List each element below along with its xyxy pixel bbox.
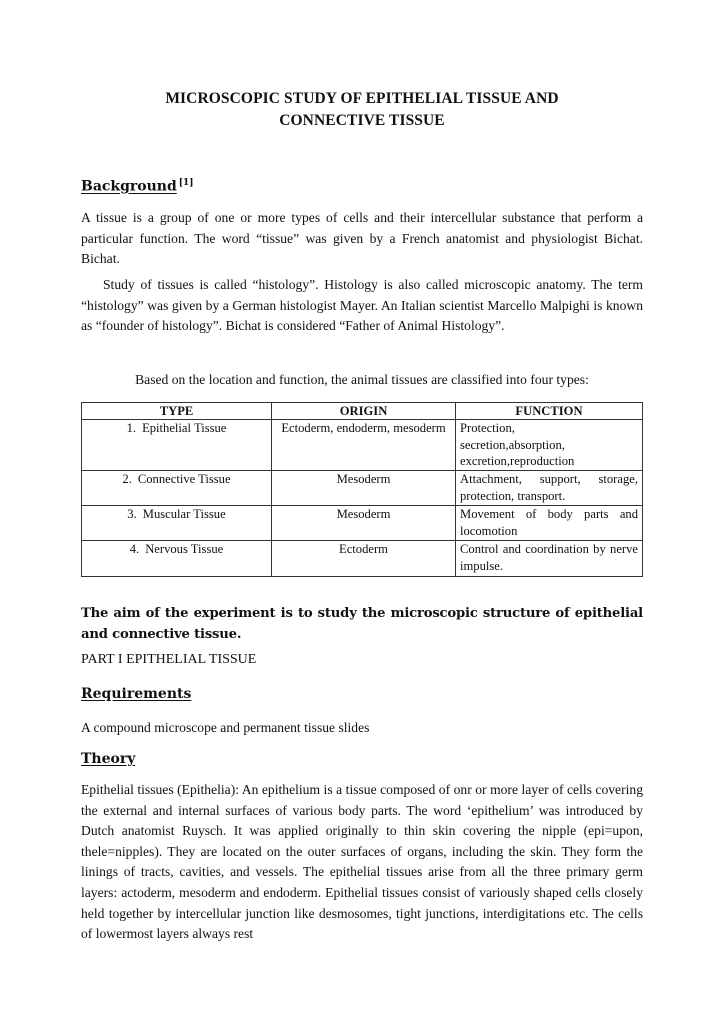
cell-function: Control and coordination by nerve impulse. [456, 541, 643, 577]
table-row [82, 506, 643, 541]
header-function: FUNCTION [456, 403, 643, 420]
cell-origin: Ectoderm, endoderm, mesoderm [272, 420, 456, 471]
background-heading [81, 178, 194, 195]
cell-origin: Mesoderm [272, 506, 456, 541]
cell-origin: Mesoderm [272, 471, 456, 506]
header-type: TYPE [82, 403, 272, 420]
cell-origin: Ectoderm [272, 541, 456, 577]
header-origin: ORIGIN [272, 403, 456, 420]
experiment-aim: The aim of the experiment is to study the microscopic structure of epithelial and connective tissue. [81, 606, 643, 642]
title-line-2: CONNECTIVE TISSUE [279, 112, 445, 129]
cell-type: 4. Nervous Tissue [82, 541, 272, 577]
table-row [82, 471, 643, 506]
cell-function: Protection, secretion,absorption, excretion,reproduction [456, 420, 643, 471]
background-heading-text: Background [81, 178, 177, 195]
theory-paragraph: Epithelial tissues (Epithelia): An epithelium is a tissue composed of onr or more layer of cells covering the external and internal surfaces of various body parts. The word ‘epithelium’ was introduced by Dutch anatomist Ruysch. It was applied originally to thin skin covering the nipple (epi=upon, thele=nipples). They are located on the outer surfaces of organs, including the skin. They form the linings of tracts, cavities, and vessels. The epithelial tissues arise from all the three primary germ layers: actoderm, mesoderm and endoderm. Epithelial tissues consist of variously shaped cells closely held together by intercellular junction like desmosomes, tight junctions, interdigitations etc. The cells of lowermost layers always rest [81, 782, 643, 942]
cell-function: Movement of body parts and locomotion [456, 506, 643, 541]
cell-type: 1. Epithelial Tissue [82, 420, 272, 471]
reference-marker: [1] [178, 178, 194, 188]
table-row [82, 541, 643, 577]
background-paragraph-1: A tissue is a group of one or more types of cells and their intercellular substance that perform a particular function. The word “tissue” was given by a French anatomist and physiologist Bichat. Bichat. [81, 210, 643, 267]
cell-type: 2. Connective Tissue [82, 471, 272, 506]
background-paragraph-3: Based on the location and function, the animal tissues are classified into four types: [135, 372, 589, 387]
requirements-text: A compound microscope and permanent tissue slides [81, 720, 370, 735]
page-title [80, 88, 644, 132]
tissue-types-table [81, 402, 643, 577]
background-paragraph-2: Study of tissues is called “histology”. Histology is also called microscopic anatomy. The term “histology” was given by a German histologist Mayer. An Italian scientist Marcello Malpighi is known as “founder of histology”. Bichat is considered “Father of Animal Histology”. [81, 277, 643, 334]
title-line-1: MICROSCOPIC STUDY OF EPITHELIAL TISSUE AND [165, 90, 559, 107]
table-header-row [82, 403, 643, 420]
requirements-heading: Requirements [81, 686, 192, 702]
part-one-title: PART I EPITHELIAL TISSUE [81, 652, 257, 667]
table-row [82, 420, 643, 471]
cell-function: Attachment, support, storage, protection, transport. [456, 471, 643, 506]
theory-heading: Theory [81, 751, 136, 767]
cell-type: 3. Muscular Tissue [82, 506, 272, 541]
